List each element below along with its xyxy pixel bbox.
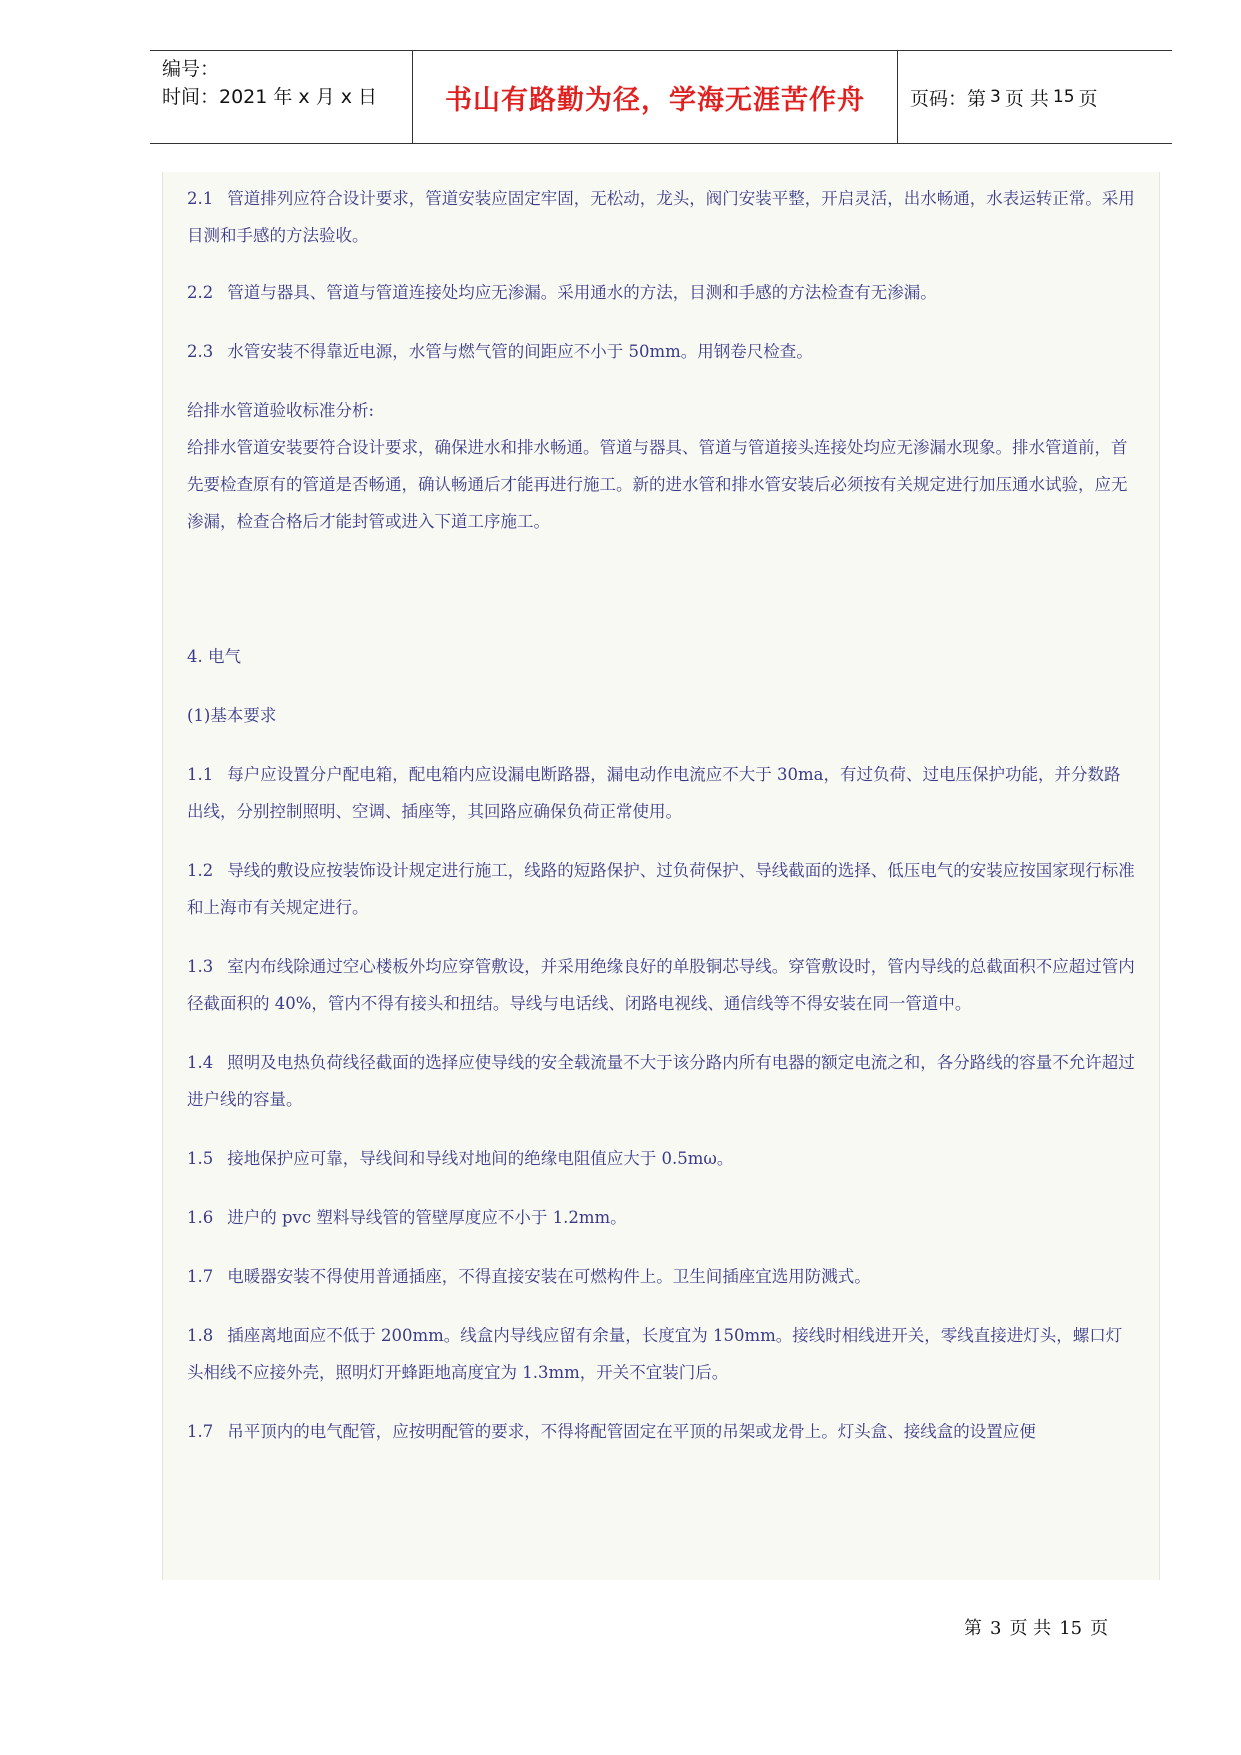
section-4-heading: 4. 电气 bbox=[187, 647, 241, 666]
clause-2-3: 2.3 水管安装不得靠近电源，水管与燃气管的间距应不小于 50mm。用钢卷尺检查。 bbox=[187, 342, 813, 361]
footer-suffix: 页 bbox=[1090, 1618, 1109, 1639]
basic-requirements-heading: (1)基本要求 bbox=[187, 706, 277, 725]
clause-1-3: 1.3 室内布线除通过空心楼板外均应穿管敷设，并采用绝缘良好的单股铜芯导线。穿管敷设时，管内导线的总截面积不应超过管内径截面积的 40%，管内不得有接头和扭结。导线与电话线、闭路电视线、通信线等不得安装在同一管道中。 bbox=[187, 957, 1135, 1013]
header-page-info bbox=[898, 51, 1172, 143]
footer-total: 15 bbox=[1059, 1618, 1083, 1639]
page-suffix: 页 bbox=[1078, 87, 1098, 110]
clause-1-6: 1.6 进户的 pvc 塑料导线管的管壁厚度应不小于 1.2mm。 bbox=[187, 1208, 627, 1227]
header-motto: 书山有路勤为径，学海无涯苦作舟 bbox=[445, 84, 865, 116]
footer-prefix: 第 bbox=[964, 1618, 982, 1639]
page-total: 15 bbox=[1052, 87, 1075, 107]
document-header bbox=[150, 50, 1172, 144]
clause-1-7-ceiling: 1.7 吊平顶内的电气配管，应按明配管的要求，不得将配管固定在平顶的吊架或龙骨上。灯头盒、接线盒的设置应便 bbox=[187, 1422, 1036, 1441]
header-info bbox=[150, 51, 412, 143]
clause-1-7: 1.7 电暖器安装不得使用普通插座，不得直接安装在可燃构件上。卫生间插座宜选用防溅式。 bbox=[187, 1267, 871, 1286]
page-current: 3 bbox=[990, 87, 1001, 107]
clause-1-1: 1.1 每户应设置分户配电箱，配电箱内应设漏电断路器，漏电动作电流应不大于 30ma，有过负荷、过电压保护功能，并分数路出线，分别控制照明、空调、插座等，其回路应确保负荷正常使用。 bbox=[187, 765, 1121, 821]
document-number-label: 编号： bbox=[162, 58, 220, 80]
clause-1-8: 1.8 插座离地面应不低于 200mm。线盒内导线应留有余量，长度宜为 150mm。接线时相线进开关，零线直接进灯头，螺口灯头相线不应接外壳，照明灯开蜂距地高度宜为 1.3mm，开关不宜装门后。 bbox=[187, 1326, 1123, 1382]
clause-2-1: 2.1 管道排列应符合设计要求，管道安装应固定牢固，无松动，龙头，阀门安装平整，开启灵活，出水畅通，水表运转正常。采用目测和手感的方法验收。 bbox=[187, 189, 1135, 245]
analysis-body: 给排水管道安装要符合设计要求，确保进水和排水畅通。管道与器具、管道与管道接头连接处均应无渗漏水现象。排水管道前，首先要检查原有的管道是否畅通，确认畅通后才能再进行施工。新的进水管和排水管安装后必须按有关规定进行加压通水试验，应无渗漏，检查合格后才能封管或进入下道工序施工。 bbox=[187, 438, 1128, 531]
header-motto-cell bbox=[412, 51, 898, 143]
clause-1-2: 1.2 导线的敷设应按装饰设计规定进行施工，线路的短路保护、过负荷保护、导线截面的选择、低压电气的安装应按国家现行标准和上海市有关规定进行。 bbox=[187, 861, 1135, 917]
page-prefix: 页码：第 bbox=[910, 87, 987, 110]
page-footer bbox=[960, 1614, 1112, 1640]
footer-current: 3 bbox=[990, 1618, 1002, 1639]
clause-2-2: 2.2 管道与器具、管道与管道连接处均应无渗漏。采用通水的方法，目测和手感的方法检查有无渗漏。 bbox=[187, 283, 937, 302]
clause-1-5: 1.5 接地保护应可靠，导线间和导线对地间的绝缘电阻值应大于 0.5mω。 bbox=[187, 1149, 734, 1168]
footer-mid: 页 共 bbox=[1009, 1618, 1052, 1639]
clause-1-4: 1.4 照明及电热负荷线径截面的选择应使导线的安全载流量不大于该分路内所有电器的额定电流之和，各分路线的容量不允许超过进户线的容量。 bbox=[187, 1053, 1135, 1109]
analysis-title: 给排水管道验收标准分析: bbox=[187, 401, 375, 420]
document-time: 时间：2021 年 x 月 x 日 bbox=[162, 86, 378, 108]
page-mid: 页 共 bbox=[1004, 87, 1049, 110]
content-panel bbox=[162, 172, 1160, 1580]
